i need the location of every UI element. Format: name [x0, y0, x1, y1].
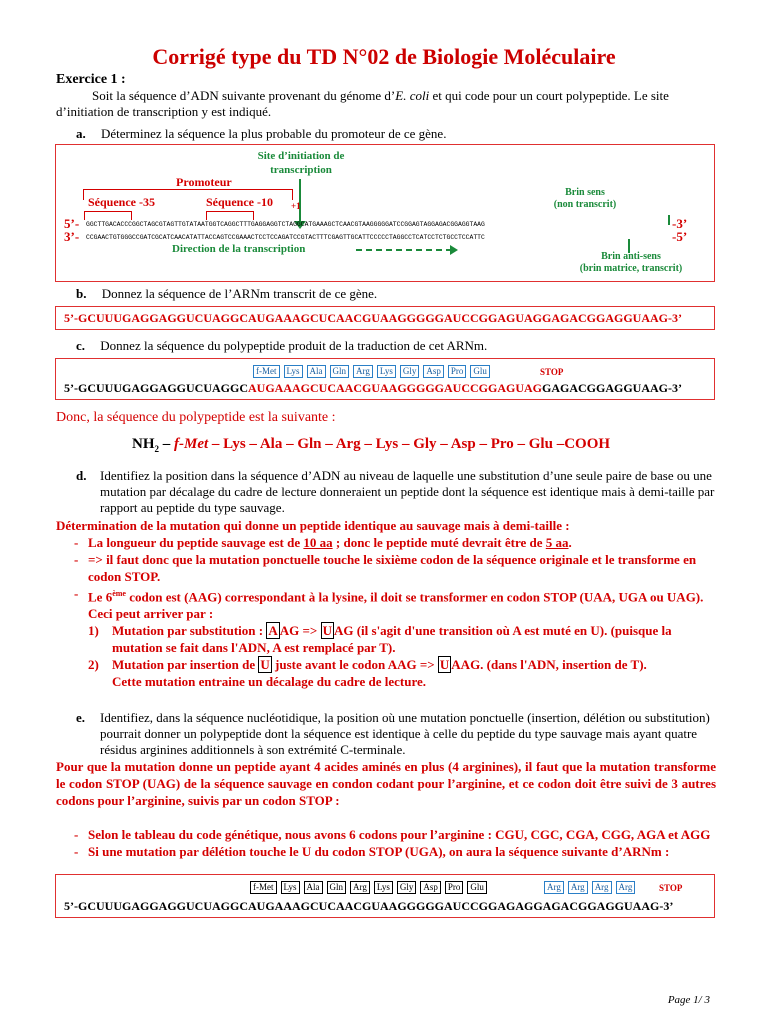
codon-label-ala: Ala: [307, 365, 326, 378]
sense-strand: GGCTTGACACCCGGCTAGCGTAGTTGTATAATGGTCAGGCTTTGAGGAGGTCTAGGCATGAAAGCTCAACGTAAGGGGGATCCGGAGTAGGAGACGGAGGTAAG: [86, 221, 485, 228]
codon-labels-2: [250, 881, 491, 894]
question-d: d. Identifiez la position dans la séquence d’ADN au niveau de laquelle une substitution d’une seule paire de base ou une mutation par décalage du cadre de lecture donneraient un peptide dont la séquence est identique mais à demi-taille par rapport au peptide du type sauvage.: [76, 468, 715, 515]
codon-label-gly: Gly: [397, 881, 417, 894]
codon-label-arg: Arg: [568, 881, 588, 894]
d-numbered-1: 1) Mutation par substitution : A AG => U AG (il s'agit d'une transition où A est muté en U). (puisque la mutation se fait dans l'ADN, A est remplacé par T).: [88, 623, 672, 656]
d-bullets: [56, 534, 716, 690]
antisense-strand: CCGAACTGTGGGCCGATCGCATCAACATATTACCAGTCCGAAACTCCTCCAGATCCGTACTTTCGAGTTGCATTCCCCCTAGGCCTCATCCTCTGCCTCCATTC: [86, 234, 485, 241]
codon-label-ala: Ala: [304, 881, 323, 894]
bottom-5prime: -5’: [672, 229, 688, 244]
sequence-35-label: Séquence -35: [88, 195, 155, 209]
codon-label-gly: Gly: [400, 365, 420, 378]
codon-label-lys: Lys: [284, 365, 303, 378]
top-5prime: 5’-: [64, 216, 80, 231]
direction-arrow: [356, 249, 452, 251]
intro-paragraph: Soit la séquence d’ADN suivante provenant du génome d’E. coli et qui code pour un court polypeptide. Le site d’initiation de transcription y est indiqué.: [56, 88, 669, 119]
d-bullet-1: - La longueur du peptide sauvage est de 10 aa ; donc le peptide muté devrait être de 5 aa.: [74, 535, 572, 550]
codon-label-glu: Glu: [470, 365, 490, 378]
e-bullet-1: - Selon le tableau du code génétique, nous avons 6 codons pour l’arginine : CGU, CGC, CGA, CGG, AGA et AGG: [74, 827, 711, 842]
question-b: b. Donnez la séquence de l’ARNm transcrit de ce gène.: [76, 286, 378, 301]
codon-label-arg: Arg: [350, 881, 370, 894]
stop-label-2: STOP: [659, 883, 683, 893]
arg-codon-labels: [544, 881, 639, 894]
peptide-sequence: $NH_2 - f-Met$ – Lys – Ala – Gln – Arg – Lys – Gly – Asp – Pro – Glu –COOH: [132, 436, 611, 454]
stop-label: STOP: [540, 367, 564, 377]
page-number: Page 1/ 3: [667, 994, 710, 1006]
codon-label-lys: Lys: [377, 365, 396, 378]
mrna-box: [55, 306, 715, 330]
question-e: e. Identifiez, dans la séquence nucléotidique, la position où une mutation ponctuelle (insertion, délétion ou substitution) pourrait donner un polypeptide dont la séquence est identique à celle du peptide du type sauvage mais ayant quatre résidus arginines additionnels à son extrémité C-terminale.: [76, 710, 710, 757]
promoteur-label: Promoteur: [176, 175, 232, 189]
d-numbered-2: 2) Mutation par insertion de U juste avant le codon AAG => U AAG. (dans l'ADN, insertion de T). Cette mutation entraine un décalage du cadre de lecture.: [88, 657, 647, 690]
mrna-sequence: 5’-GCUUUGAGGAGGUCUAGGCAUGAAAGCUCAACGUAAGGGGGAUCCGGAGUAGGAGACGGAGGUAAG-3’: [64, 311, 682, 325]
question-c: c. Donnez la séquence du polypeptide produit de la traduction de cet ARNm.: [76, 338, 488, 353]
exercise-label: Exercice 1 :: [56, 72, 126, 87]
question-a: a. Déterminez la séquence la plus probable du promoteur de ce gène.: [76, 126, 447, 141]
codon-label-pro: Pro: [448, 365, 467, 378]
sequence-10-label: Séquence -10: [206, 195, 273, 209]
seq35-bracket: [84, 211, 132, 220]
top-3prime: -3’: [672, 216, 688, 231]
codon-label-arg: Arg: [616, 881, 636, 894]
translation-sequence: 5’-GCUUUGAGGAGGUCUAGGCAUGAAAGCUCAACGUAAGGGGGAUCCGGAGUAGGAGACGGAGGUAAG-3’: [64, 381, 682, 395]
translation-box: [55, 358, 715, 400]
codon-label-arg: Arg: [353, 365, 373, 378]
seq10-bracket: [206, 211, 254, 220]
direction-label: Direction de la transcription: [172, 243, 306, 255]
e-bullet-2: - Si une mutation par délétion touche le U du codon STOP (UGA), on aura la séquence suivante d’ARNm :: [74, 844, 670, 859]
codon-label-arg: Arg: [544, 881, 564, 894]
codon-label-asp: Asp: [420, 881, 441, 894]
codon-label-gln: Gln: [327, 881, 347, 894]
donc-text: Donc, la séquence du polypeptide est la suivante :: [56, 410, 336, 425]
brin-sens-label: Brin sens (non transcrit): [553, 187, 617, 210]
site-initiation-label: Site d’initiation de transcription: [257, 150, 345, 176]
codon-label-f-met: f-Met: [253, 365, 280, 378]
codon-label-asp: Asp: [423, 365, 444, 378]
plus-one-label: +1: [291, 201, 301, 211]
bottom-3prime: 3’-: [64, 229, 80, 244]
direction-arrow-head: [450, 245, 458, 255]
translation2-box: [55, 874, 715, 918]
e-heading: Pour que la mutation donne un peptide ayant 4 acides aminés en plus (4 arginines), il faut que la mutation transforme le codon STOP (UAG) de la séquence sauvage en condon codant pour l’arginine, et ce codon doit être suivi de 3 autres codons pour l’arginine, suivis par un codon STOP :: [56, 759, 716, 808]
page-title: Corrigé type du TD N°02 de Biologie Moléculaire: [152, 44, 616, 69]
codon-label-f-met: f-Met: [250, 881, 277, 894]
translation2-sequence: 5’-GCUUUGAGGAGGUCUAGGCAUGAAAGCUCAACGUAAGGGGGAUCCGGAGAGGAGACGGAGGUAAG-3’: [64, 899, 674, 913]
codon-label-pro: Pro: [445, 881, 464, 894]
e-bullets: [56, 826, 716, 860]
brin-antisens-label: Brin anti-sens (brin matrice, transcrit): [579, 251, 683, 274]
d-heading: Détermination de la mutation qui donne un peptide identique au sauvage mais à demi-taille :: [56, 518, 570, 533]
d-bullet-2: - => il faut donc que la mutation ponctuelle touche le sixième codon de la séquence originale et le transforme en codon STOP.: [74, 552, 697, 584]
species-name: E. coli: [395, 88, 430, 103]
codon-label-gln: Gln: [330, 365, 350, 378]
codon-label-lys: Lys: [281, 881, 300, 894]
promoter-diagram: [55, 144, 715, 282]
codon-label-glu: Glu: [467, 881, 487, 894]
codon-label-arg: Arg: [592, 881, 612, 894]
codon-label-lys: Lys: [374, 881, 393, 894]
brin-sens-pointer: [668, 215, 670, 225]
codon-labels: [253, 365, 494, 378]
d-bullet-3: - Le 6ème codon est (AAG) correspondant à la lysine, il doit se transformer en codon STOP (UAA, UGA ou UAG). Ceci peut arriver par :: [74, 586, 704, 622]
